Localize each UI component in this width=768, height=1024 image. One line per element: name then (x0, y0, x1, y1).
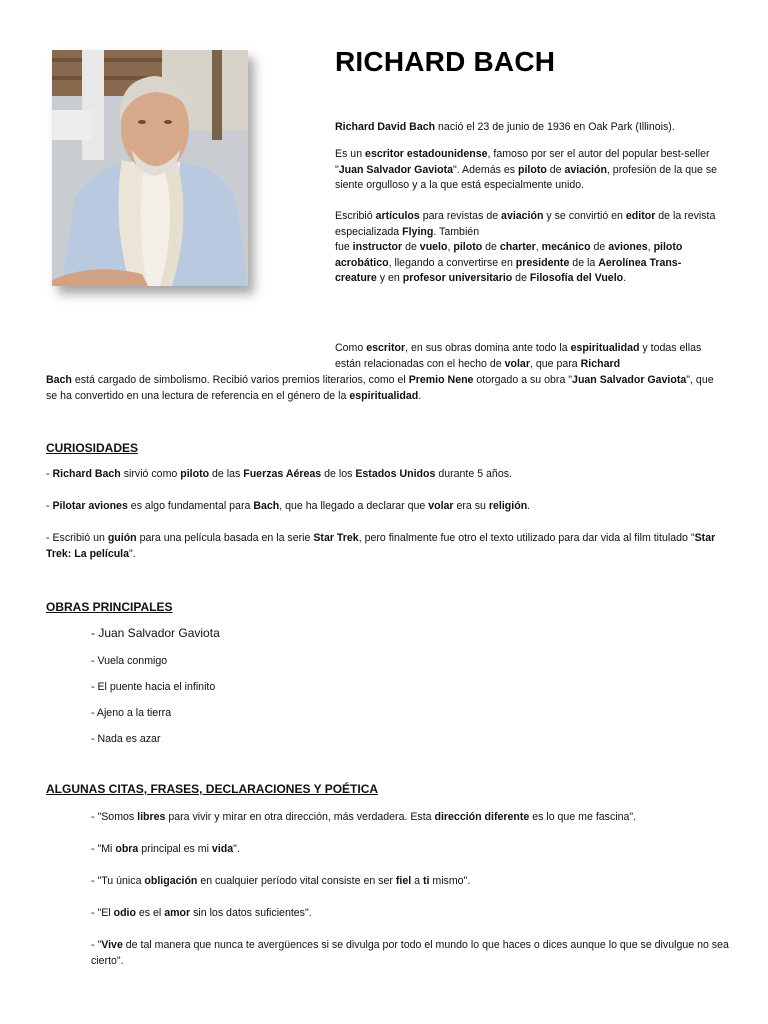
bio-paragraph-career: Escribió artículos para revistas de aviación y se convirtió en editor de la revista especializada Flying. También fue instructor de vuelo, piloto de charter, mecánico de aviones, piloto acrobático, llegando a convertirse en presidente de la Aerolínea Trans-creature y en profesor universitario de Filosofía del Vuelo. (335, 210, 716, 284)
bio-paragraph-awards: Bach está cargado de simbolismo. Recibió varios premios literarios, como el Premio Nene otorgado a su obra "Juan Salvador Gaviota", que se ha convertido en una lectura de referencia en el género de la espiritualidad. (46, 374, 714, 402)
curiosity-item: - Richard Bach sirvió como piloto de las Fuerzas Aéreas de los Estados Unidos durante 5 años. (46, 468, 512, 480)
work-list-item: - Nada es azar (91, 733, 161, 745)
quote-item: - "Vive de tal manera que nunca te avergüences si se divulga por todo el mundo lo que haces o dices aunque lo que se divulgue no sea cierto". (91, 939, 729, 967)
page-title: RICHARD BACH (335, 46, 556, 77)
work-list-item: - Ajeno a la tierra (91, 707, 172, 719)
section-heading-citas: ALGUNAS CITAS, FRASES, DECLARACIONES Y POÉTICA (46, 782, 379, 796)
work-list-item: - Juan Salvador Gaviota (91, 626, 220, 640)
quote-item: - "Tu única obligación en cualquier período vital consiste en ser fiel a ti mismo". (91, 875, 471, 887)
section-heading-obras: OBRAS PRINCIPALES (46, 600, 173, 614)
bio-paragraph-birth: Richard David Bach nació el 23 de junio de 1936 en Oak Park (Illinois). (335, 121, 675, 133)
bio-paragraph-writer: Es un escritor estadounidense, famoso por ser el autor del popular best-seller "Juan Salvador Gaviota". Además es piloto de aviación, profesión de la que se siente orgulloso y a la que está especialmente unido. (335, 148, 718, 191)
curiosity-item: - Escribió un guión para una película basada en la serie Star Trek, pero finalmente fue otro el texto utilizado para dar vida al film titulado "Star Trek: La película". (46, 532, 716, 560)
bio-paragraph-themes: Como escritor, en sus obras domina ante todo la espiritualidad y todas ellas están relacionadas con el hecho de volar, que para Richard (335, 342, 702, 370)
curiosity-item: - Pilotar aviones es algo fundamental para Bach, que ha llegado a declarar que volar era su religión. (46, 500, 531, 512)
quote-item: - "Somos libres para vivir y mirar en otra dirección, más verdadera. Esta dirección diferente es lo que me fascina". (91, 811, 637, 823)
work-list-item: - Vuela conmigo (91, 655, 168, 667)
section-heading-curiosidades: CURIOSIDADES (46, 441, 139, 455)
quote-item: - "El odio es el amor sin los datos suficientes". (91, 907, 312, 919)
work-list-item: - El puente hacia el infinito (91, 681, 216, 693)
author-photo (52, 50, 248, 286)
quote-item: - "Mi obra principal es mi vida". (91, 843, 240, 855)
